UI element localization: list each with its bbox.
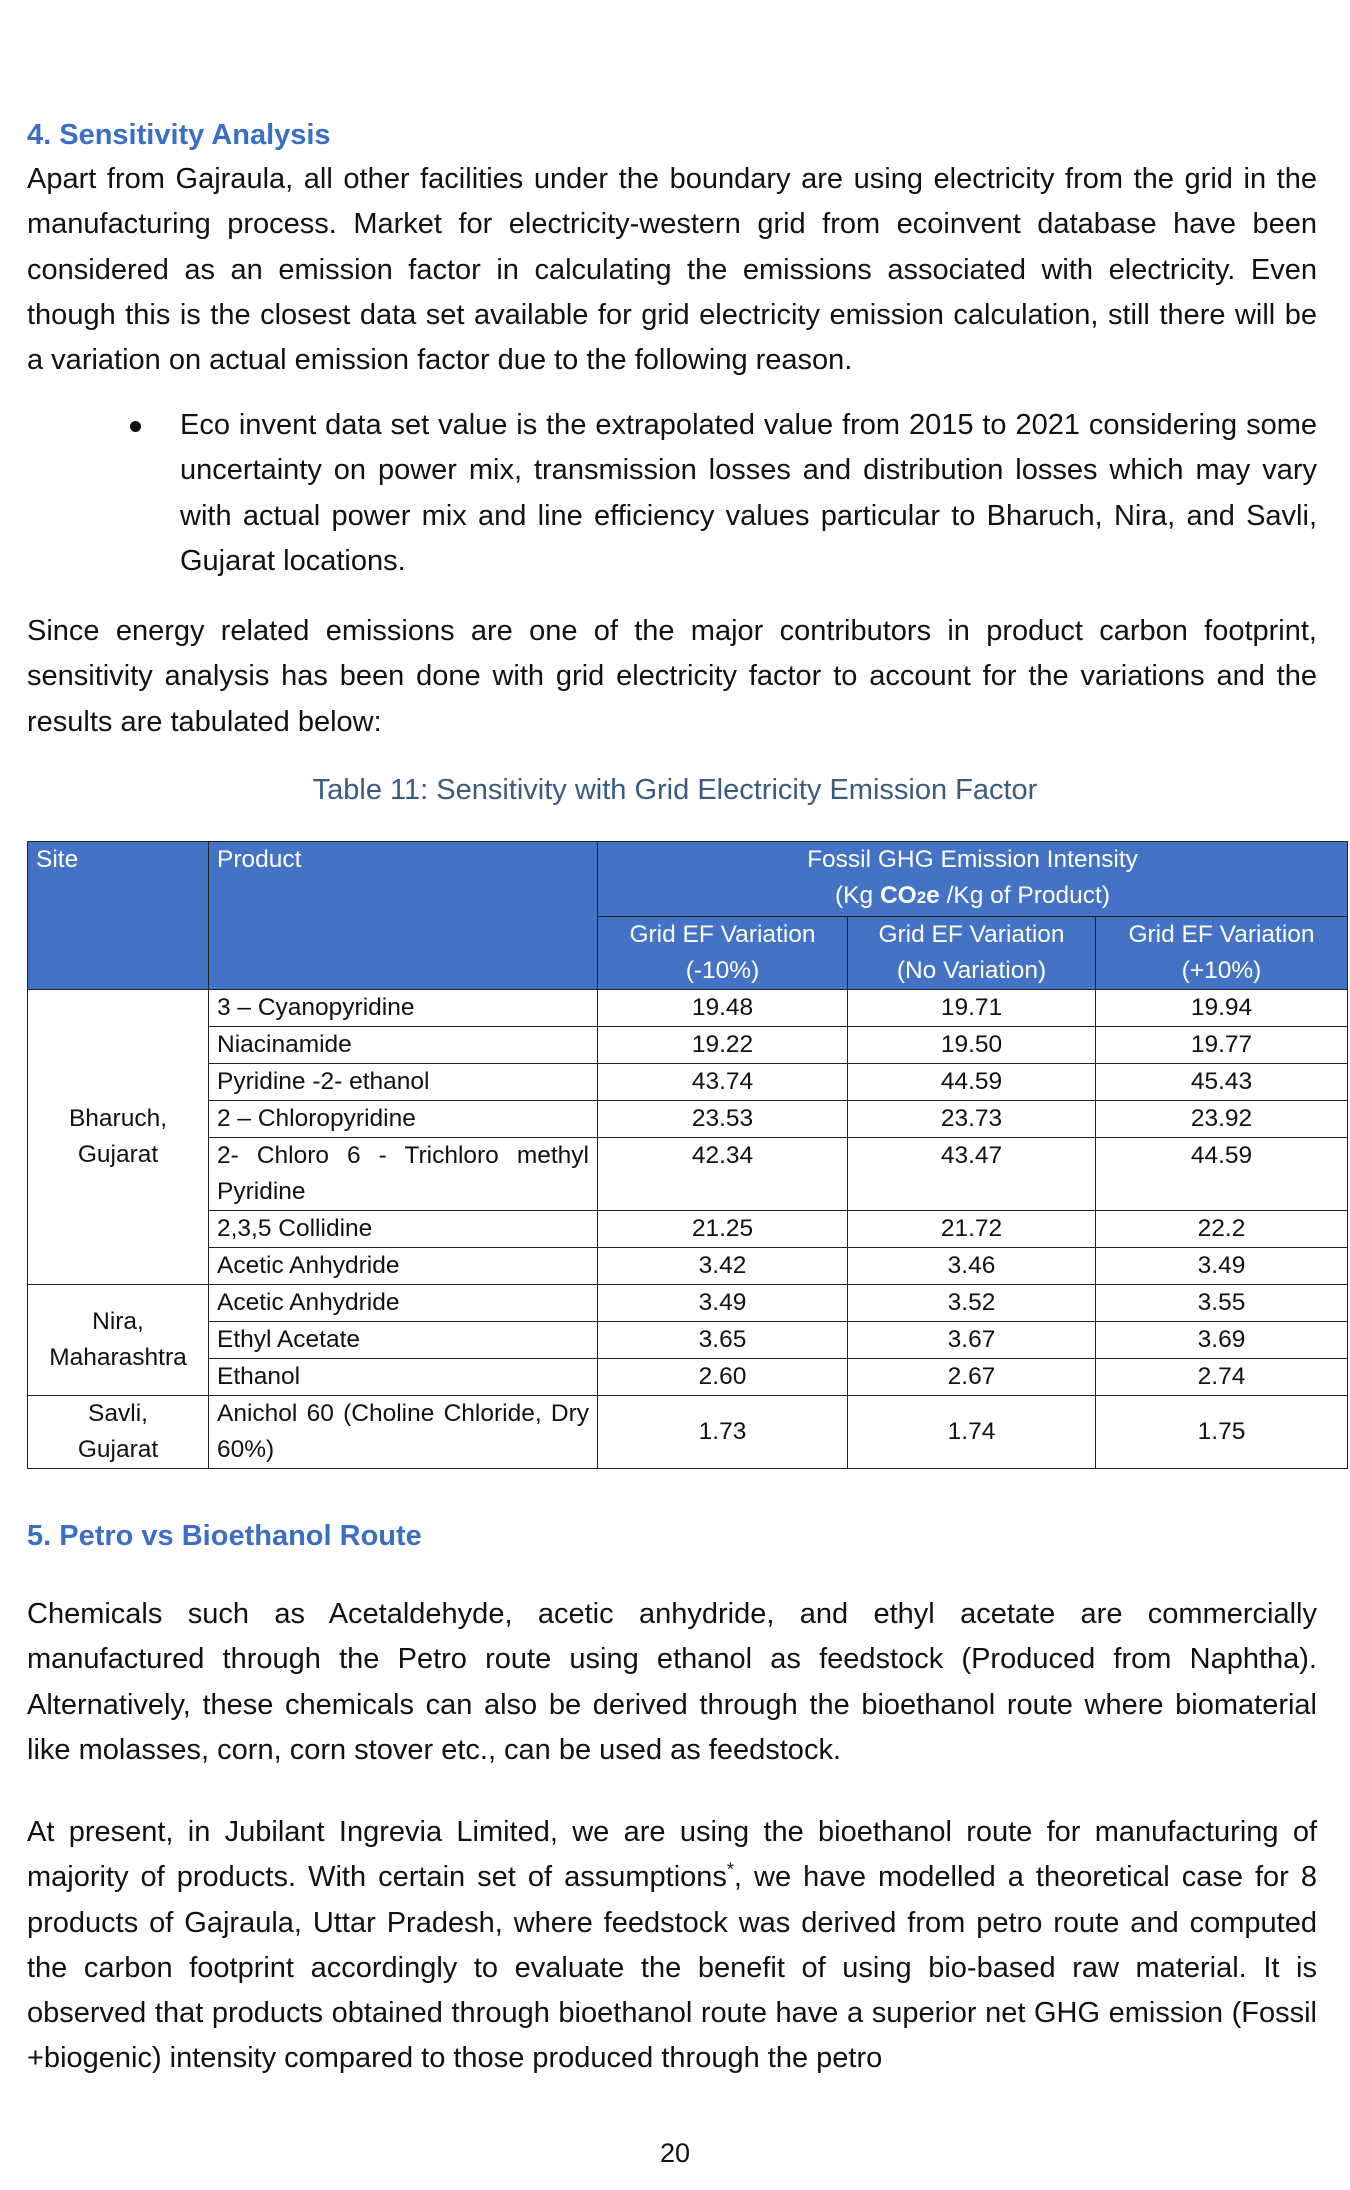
header-unit-post: /Kg of Product) xyxy=(939,882,1111,909)
value-cell: 2.74 xyxy=(1096,1359,1348,1396)
site-bharuch-line2: Gujarat xyxy=(77,1141,159,1168)
product-cell: 3 – Cyanopyridine xyxy=(209,990,598,1027)
value-cell: 45.43 xyxy=(1096,1064,1348,1101)
table-caption: Table 11: Sensitivity with Grid Electricity Emission Factor xyxy=(312,774,1038,806)
header-emission-line2 xyxy=(606,878,1339,916)
product-cell: Acetic Anhydride xyxy=(209,1285,598,1322)
site-savli-line1: Savli, xyxy=(88,1400,148,1427)
section-5-paragraph-2-part-b: , we have modelled a theoretical case for 8 products of Gajraula, Uttar Pradesh, where feedstock was derived from petro route and computed the carbon footprint accordingly to evaluate the benefit of using bio-based raw material. It is observed that products obtained through bioethanol route have a superior net GHG emission (Fossil +biogenic) intensity compared to those produced through the petro xyxy=(27,1861,1318,2075)
header-emission-line1: Fossil GHG Emission Intensity xyxy=(807,846,1138,873)
bullet-icon xyxy=(130,421,141,432)
table-row xyxy=(28,1248,1348,1285)
table-row xyxy=(28,1322,1348,1359)
header-col3-line1: Grid EF Variation xyxy=(1128,921,1315,948)
site-bharuch-line1: Bharuch, xyxy=(68,1105,168,1132)
value-cell: 21.25 xyxy=(598,1211,848,1248)
page-number: 20 xyxy=(659,2138,691,2168)
section-5-paragraph-2 xyxy=(27,1810,1317,2082)
header-col2-line1: Grid EF Variation xyxy=(878,921,1065,948)
product-cell: Anichol 60 (Choline Chloride, Dry 60%) xyxy=(209,1396,598,1469)
value-cell: 2.60 xyxy=(598,1359,848,1396)
value-cell: 19.48 xyxy=(598,990,848,1027)
value-cell: 19.22 xyxy=(598,1027,848,1064)
header-unit-e: e xyxy=(926,882,940,909)
table-row xyxy=(28,990,1348,1027)
product-cell: 2,3,5 Collidine xyxy=(209,1211,598,1248)
value-cell: 44.59 xyxy=(848,1064,1096,1101)
value-cell: 3.46 xyxy=(848,1248,1096,1285)
header-unit-co2: CO xyxy=(879,882,917,909)
value-cell: 1.74 xyxy=(848,1396,1096,1469)
product-cell: Ethyl Acetate xyxy=(209,1322,598,1359)
site-nira-line1: Nira, xyxy=(92,1308,144,1335)
site-cell-savli xyxy=(28,1396,209,1469)
header-col2-line2: (No Variation) xyxy=(896,957,1047,984)
table-row xyxy=(28,1101,1348,1138)
value-cell: 3.49 xyxy=(598,1285,848,1322)
value-cell: 2.67 xyxy=(848,1359,1096,1396)
header-emission-intensity xyxy=(598,842,1348,917)
section-4-heading: 4. Sensitivity Analysis xyxy=(27,119,331,151)
section-5-heading: 5. Petro vs Bioethanol Route xyxy=(27,1520,422,1552)
header-col-no-variation xyxy=(848,917,1096,990)
table-row xyxy=(28,1359,1348,1396)
value-cell: 43.47 xyxy=(848,1138,1096,1211)
value-cell: 1.75 xyxy=(1096,1396,1348,1469)
product-cell: 2- Chloro 6 - Trichloro methyl Pyridine xyxy=(209,1138,598,1211)
product-cell: Acetic Anhydride xyxy=(209,1248,598,1285)
header-site: Site xyxy=(28,842,209,990)
value-cell: 3.49 xyxy=(1096,1248,1348,1285)
sensitivity-table xyxy=(27,841,1348,1469)
value-cell: 19.50 xyxy=(848,1027,1096,1064)
assumption-footnote-marker: * xyxy=(726,1859,734,1880)
value-cell: 22.2 xyxy=(1096,1211,1348,1248)
product-cell: 2 – Chloropyridine xyxy=(209,1101,598,1138)
value-cell: 43.74 xyxy=(598,1064,848,1101)
site-nira-line2: Maharashtra xyxy=(49,1344,187,1371)
bullet-item-1: Eco invent data set value is the extrapolated value from 2015 to 2021 considering some uncertainty on power mix, transmission losses and distribution losses which may vary with actual power mix and line efficiency values particular to Bharuch, Nira, and Savli, Gujarat locations. xyxy=(180,409,1317,577)
section-5-paragraph-2-part-a: At present, in Jubilant Ingrevia Limited, we are using the bioethanol route for manufacturing of majority of products. With certain set of assumptions xyxy=(27,1816,1317,1894)
header-col1-line2: (-10%) xyxy=(685,957,760,984)
value-cell: 23.92 xyxy=(1096,1101,1348,1138)
header-col3-line2: (+10%) xyxy=(1181,957,1262,984)
value-cell: 1.73 xyxy=(598,1396,848,1469)
table-row xyxy=(28,1138,1348,1211)
site-cell-nira xyxy=(28,1285,209,1396)
value-cell: 23.73 xyxy=(848,1101,1096,1138)
header-product: Product xyxy=(209,842,598,990)
header-col-plus10 xyxy=(1096,917,1348,990)
value-cell: 3.42 xyxy=(598,1248,848,1285)
site-savli-line2: Gujarat xyxy=(77,1436,159,1463)
value-cell: 3.65 xyxy=(598,1322,848,1359)
value-cell: 19.71 xyxy=(848,990,1096,1027)
value-cell: 19.94 xyxy=(1096,990,1348,1027)
table-row xyxy=(28,1027,1348,1064)
value-cell: 19.77 xyxy=(1096,1027,1348,1064)
value-cell: 3.52 xyxy=(848,1285,1096,1322)
value-cell: 3.69 xyxy=(1096,1322,1348,1359)
value-cell: 3.55 xyxy=(1096,1285,1348,1322)
value-cell: 3.67 xyxy=(848,1322,1096,1359)
section-4-paragraph-1: Apart from Gajraula, all other facilities under the boundary are using electricity from the grid in the manufacturing process. Market for electricity-western grid from ecoinvent database have been considered as an emission factor in calculating the emissions associated with electricity. Even though this is the closest data set available for grid electricity emission calculation, still there will be a variation on actual emission factor due to the following reason. xyxy=(27,163,1317,377)
header-unit-sub: 2 xyxy=(916,888,927,907)
header-col1-line1: Grid EF Variation xyxy=(629,921,816,948)
table-row xyxy=(28,1285,1348,1322)
header-col-minus10 xyxy=(598,917,848,990)
product-cell: Ethanol xyxy=(209,1359,598,1396)
table-row xyxy=(28,1396,1348,1469)
value-cell: 42.34 xyxy=(598,1138,848,1211)
product-cell: Pyridine -2- ethanol xyxy=(209,1064,598,1101)
value-cell: 21.72 xyxy=(848,1211,1096,1248)
product-cell: Niacinamide xyxy=(209,1027,598,1064)
value-cell: 23.53 xyxy=(598,1101,848,1138)
table-row xyxy=(28,1211,1348,1248)
section-5-paragraph-1: Chemicals such as Acetaldehyde, acetic anhydride, and ethyl acetate are commercially manufactured through the Petro route using ethanol as feedstock (Produced from Naphtha). Alternatively, these chemicals can also be derived through the bioethanol route where biomaterial like molasses, corn, corn stover etc., can be used as feedstock. xyxy=(27,1598,1317,1766)
table-row xyxy=(28,1064,1348,1101)
section-4-paragraph-2: Since energy related emissions are one of the major contributors in product carbon footprint, sensitivity analysis has been done with grid electricity factor to account for the variations and the results are tabulated below: xyxy=(27,615,1317,738)
site-cell-bharuch xyxy=(28,990,209,1285)
header-unit-pre: (Kg xyxy=(835,882,880,909)
value-cell: 44.59 xyxy=(1096,1138,1348,1211)
